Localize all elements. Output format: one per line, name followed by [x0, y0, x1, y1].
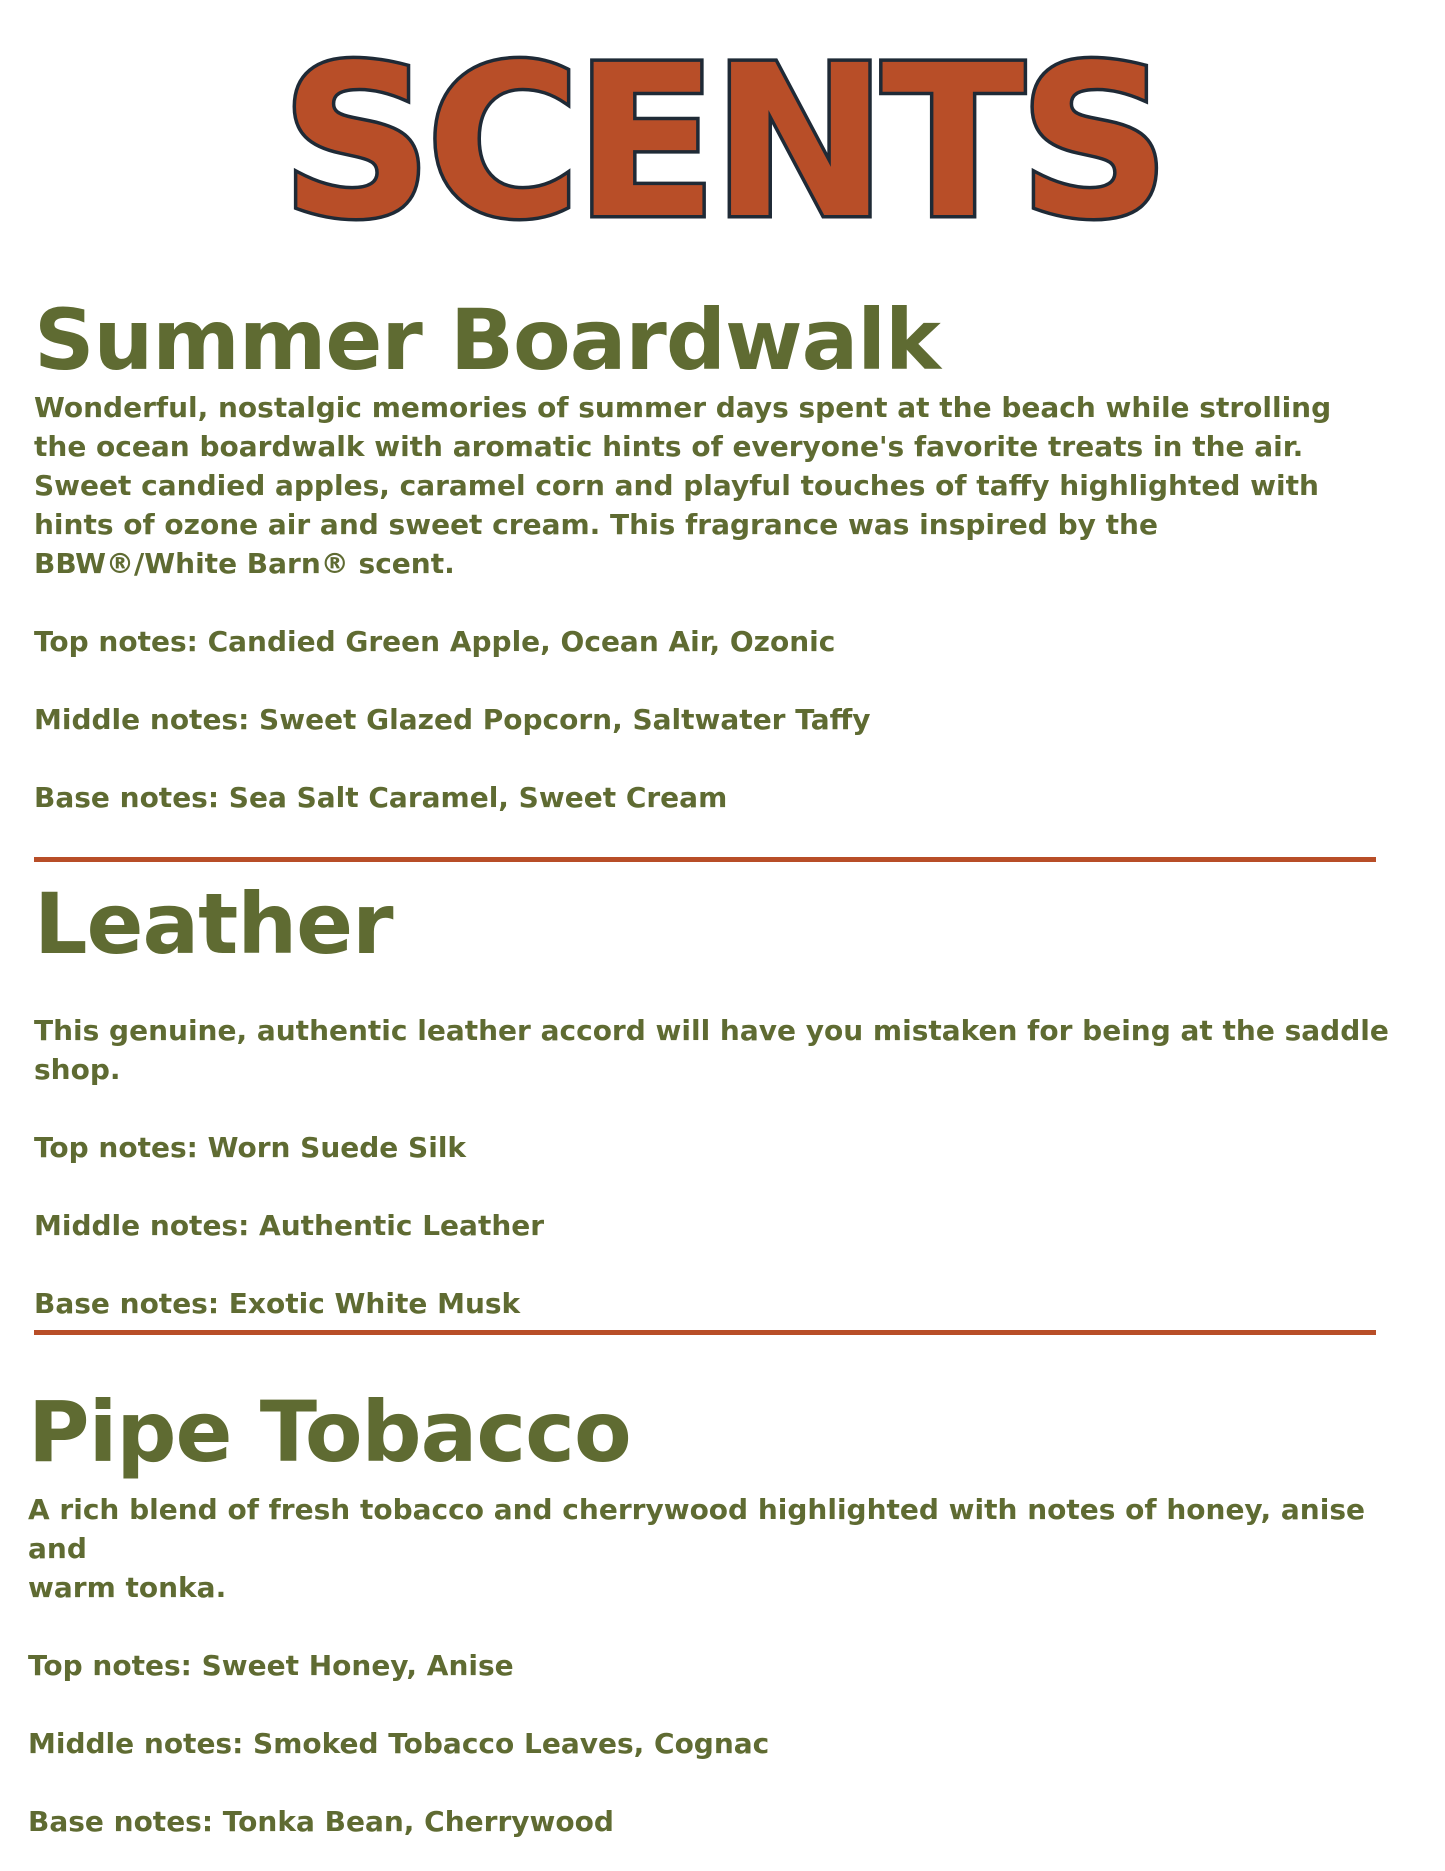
section-divider: [34, 857, 1376, 862]
top-notes: Top notes: Candied Green Apple, Ocean Air, Ozonic: [34, 625, 836, 658]
middle-notes: Middle notes: Authentic Leather: [34, 1209, 545, 1242]
page-title: SCENTS: [280, 20, 1165, 265]
base-notes: Base notes: Sea Salt Caramel, Sweet Cream: [34, 781, 728, 814]
scent-description: This genuine, authentic leather accord will have you mistaken for being at the saddle shop.: [34, 1014, 1389, 1086]
description-line: hints of ozone air and sweet cream. This fragrance was inspired by the: [34, 508, 1158, 541]
description-line: BBW®/White Barn® scent.: [34, 547, 455, 580]
description-line: Wonderful, nostalgic memories of summer days spent at the beach while strolling: [34, 391, 1332, 424]
middle-notes: Middle notes: Sweet Glazed Popcorn, Saltwater Taffy: [34, 703, 871, 736]
middle-notes: Middle notes: Smoked Tobacco Leaves, Cognac: [28, 1727, 770, 1760]
base-notes: Base notes: Tonka Bean, Cherrywood: [28, 1805, 614, 1838]
top-notes: Top notes: Worn Suede Silk: [34, 1131, 467, 1164]
section-divider: [34, 1330, 1376, 1335]
description-line: Sweet candied apples, caramel corn and playful touches of taffy highlighted with: [34, 469, 1319, 502]
top-notes: Top notes: Sweet Honey, Anise: [28, 1649, 514, 1682]
scent-section-leather: [34, 876, 1414, 1323]
scent-section-summer-boardwalk: [34, 292, 1414, 817]
scent-name: Pipe Tobacco: [28, 1383, 631, 1481]
scent-section-pipe-tobacco: [28, 1384, 1408, 1841]
description-line: A rich blend of fresh tobacco and cherrywood highlighted with notes of honey, anise and: [28, 1493, 1365, 1565]
scent-name: Leather: [34, 875, 393, 973]
base-notes: Base notes: Exotic White Musk: [34, 1287, 521, 1320]
description-line: warm tonka.: [28, 1571, 227, 1604]
scent-name: Summer Boardwalk: [34, 291, 940, 389]
scent-description: [28, 1490, 1408, 1607]
description-line: the ocean boardwalk with aromatic hints of everyone's favorite treats in the air.: [34, 430, 1304, 463]
scent-description: [34, 388, 1414, 583]
